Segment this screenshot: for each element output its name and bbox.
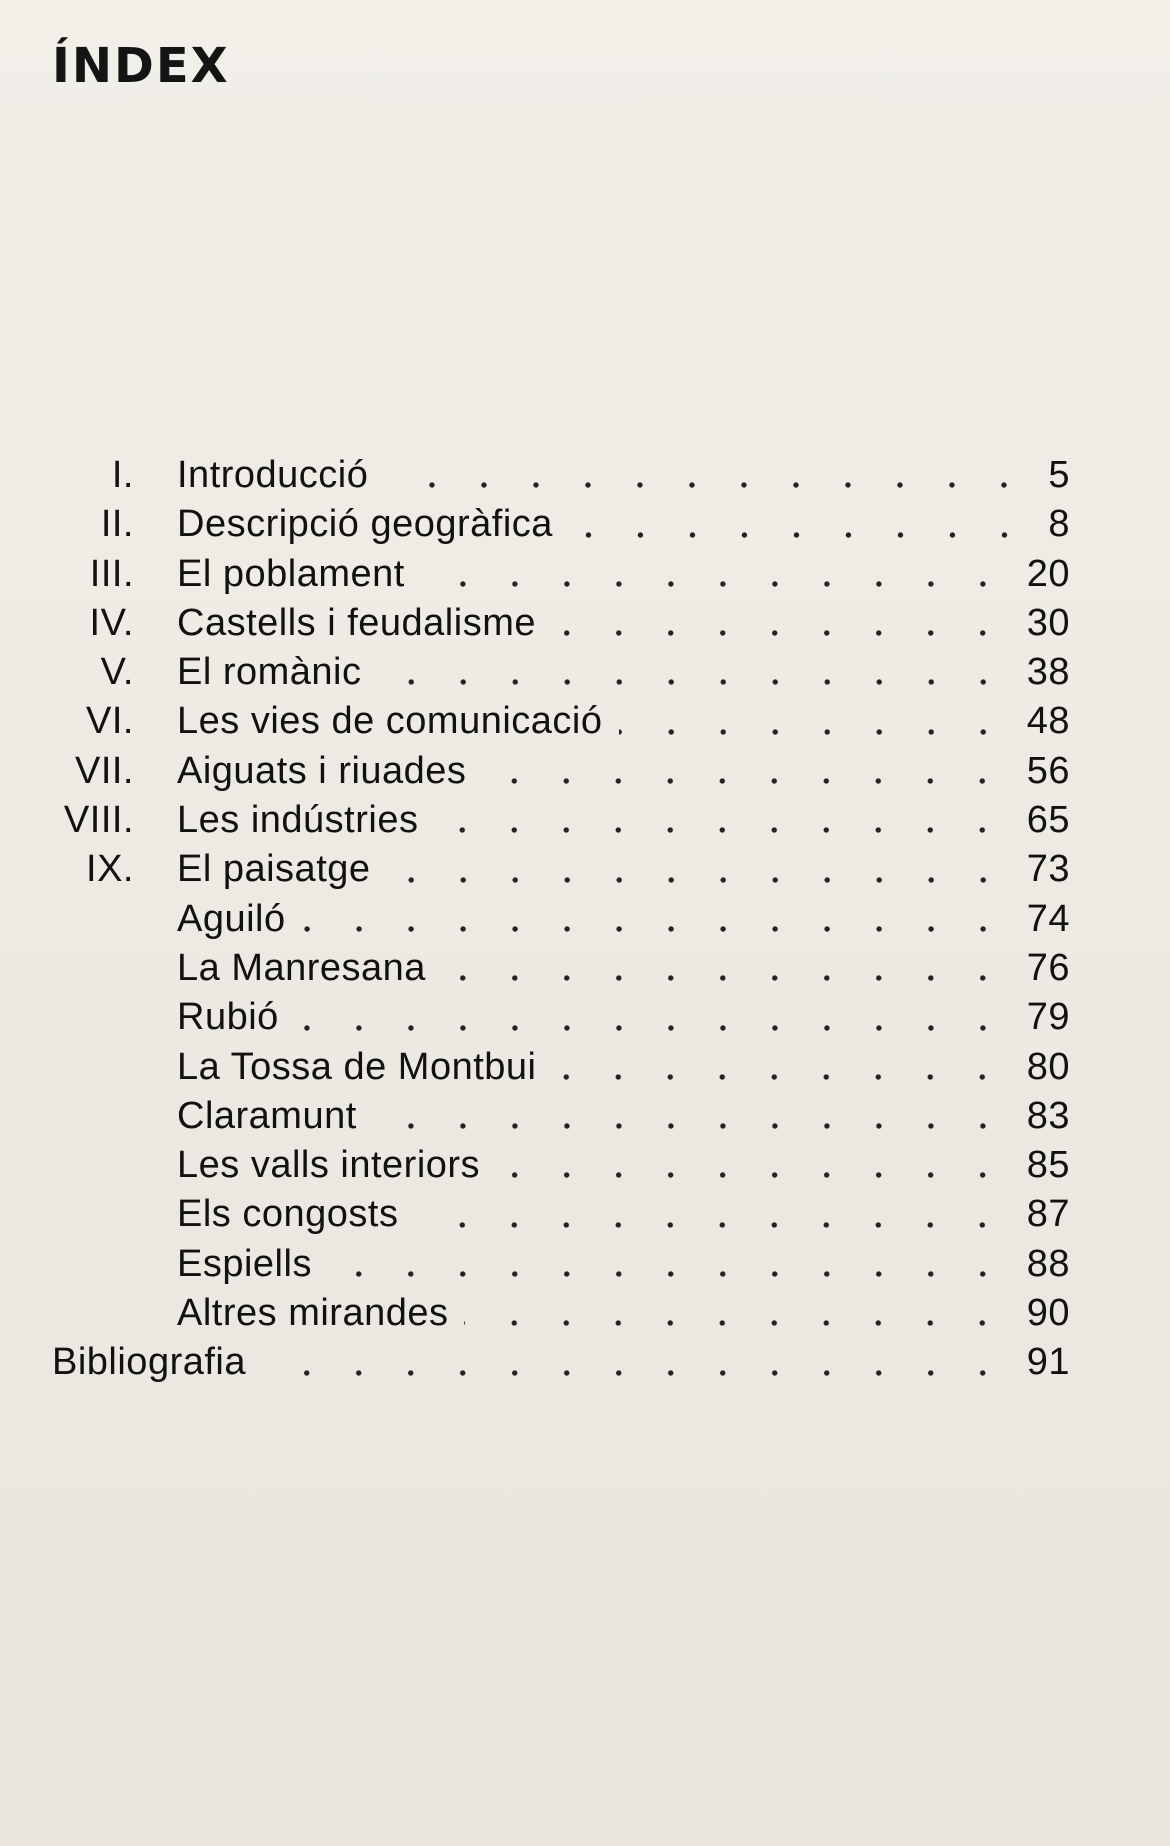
dot-leader — [552, 601, 1009, 650]
section-title: Aguiló — [177, 897, 286, 940]
chapter-number: IX. — [86, 848, 134, 891]
chapter-title: Aiguats i riuades — [177, 749, 467, 792]
chapter-title: El poblament — [177, 552, 405, 595]
toc-entry-les-industries — [0, 796, 1170, 845]
toc-entry-castells-i-feudalisme — [0, 599, 1170, 648]
bibliography-title: Bibliografia — [52, 1341, 246, 1384]
dot-leader — [384, 453, 1030, 502]
toc-entry-aguilo — [0, 895, 1170, 944]
chapter-number: III. — [89, 552, 134, 595]
dot-leader — [387, 847, 1009, 896]
chapter-title: Introducció — [177, 454, 369, 496]
dot-leader — [496, 1143, 1009, 1192]
toc-entry-aiguats-i-riuades — [0, 747, 1170, 796]
toc-entry-bibliografia — [0, 1338, 1170, 1387]
chapter-number: IV. — [89, 601, 134, 644]
toc-entry-altres-mirandes — [0, 1289, 1170, 1338]
dot-leader — [414, 1192, 1008, 1241]
chapter-number: II. — [100, 503, 134, 546]
page-number: 80 — [1026, 1045, 1070, 1088]
section-title: Espiells — [177, 1242, 312, 1285]
toc-entry-els-congosts — [0, 1190, 1170, 1239]
dot-leader — [328, 1242, 1009, 1291]
dot-leader — [373, 1094, 1009, 1143]
dot-leader — [421, 552, 1009, 601]
dot-leader — [295, 995, 1009, 1044]
chapter-title: El romànic — [177, 651, 362, 694]
chapter-number: VI. — [86, 700, 134, 743]
dot-leader — [482, 749, 1008, 798]
section-title: Altres mirandes — [177, 1292, 449, 1335]
toc-entry-el-poblament — [0, 550, 1170, 599]
toc-entry-la-tossa-de-montbui — [0, 1043, 1170, 1092]
page-number: 8 — [1048, 503, 1070, 546]
page-number: 85 — [1026, 1144, 1070, 1187]
page-number: 73 — [1026, 848, 1070, 891]
toc-entry-rubio — [0, 993, 1170, 1042]
page-number: 83 — [1026, 1094, 1070, 1137]
dot-leader — [378, 650, 1009, 699]
section-title: La Tossa de Montbui — [177, 1045, 537, 1088]
dot-leader — [552, 1045, 1008, 1094]
page-title: ÍNDEX — [52, 38, 230, 94]
dot-leader — [619, 699, 1009, 748]
page-number: 76 — [1026, 946, 1070, 989]
toc-entry-el-romanic — [0, 648, 1170, 697]
dot-leader — [262, 1340, 1009, 1389]
page-number: 91 — [1026, 1341, 1070, 1384]
page-number: 30 — [1026, 601, 1070, 644]
chapter-title: Les indústries — [177, 799, 419, 842]
chapter-title: Descripció geogràfica — [177, 503, 553, 546]
page-number: 65 — [1026, 799, 1070, 842]
dot-leader — [569, 502, 1030, 551]
page-number: 90 — [1026, 1292, 1070, 1335]
toc-entry-claramunt — [0, 1092, 1170, 1141]
chapter-number: VII. — [74, 749, 134, 792]
chapter-title: El paisatge — [177, 848, 371, 891]
section-title: La Manresana — [177, 946, 426, 989]
page-number: 88 — [1026, 1242, 1070, 1285]
chapter-number: V. — [100, 651, 134, 694]
toc-entry-les-valls-interiors — [0, 1141, 1170, 1190]
dot-leader — [464, 1291, 1008, 1340]
page-number: 38 — [1026, 651, 1070, 694]
page-number: 74 — [1026, 897, 1070, 940]
chapter-title: Les vies de comunicació — [177, 700, 603, 743]
section-title: Els congosts — [177, 1193, 399, 1236]
toc-entry-les-vies-de-comunicacio — [0, 697, 1170, 746]
toc-entry-el-paisatge — [0, 845, 1170, 894]
chapter-number: I. — [111, 454, 134, 496]
dot-leader — [302, 897, 1009, 946]
dot-leader — [442, 946, 1009, 995]
toc-entry-la-manresana — [0, 944, 1170, 993]
page-number: 56 — [1026, 749, 1070, 792]
dot-leader — [434, 798, 1008, 847]
toc-entry-introduccio — [0, 451, 1170, 500]
page-number: 87 — [1026, 1193, 1070, 1236]
chapter-number: VIII. — [63, 799, 134, 842]
section-title: Rubió — [177, 996, 279, 1039]
page-number: 79 — [1026, 996, 1070, 1039]
table-of-contents — [0, 451, 1170, 1388]
section-title: Claramunt — [177, 1094, 357, 1137]
page-number: 48 — [1026, 700, 1070, 743]
section-title: Les valls interiors — [177, 1144, 481, 1187]
toc-entry-espiells — [0, 1240, 1170, 1289]
page-number: 5 — [1048, 454, 1070, 496]
toc-entry-descripcio-geografica — [0, 500, 1170, 549]
page-number: 20 — [1026, 552, 1070, 595]
chapter-title: Castells i feudalisme — [177, 601, 536, 644]
